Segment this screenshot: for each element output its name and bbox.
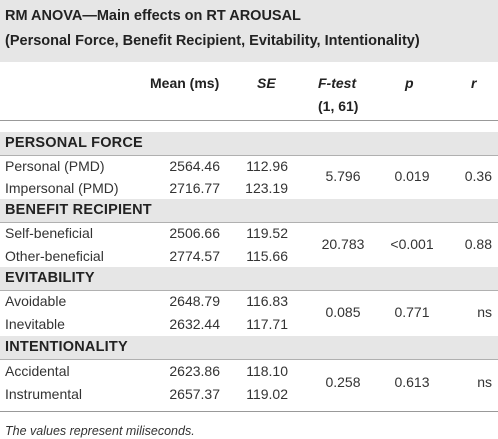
row-mean: 2648.79 xyxy=(169,293,220,309)
header-ftest: F-test xyxy=(318,75,357,91)
row-label: Personal (PMD) xyxy=(5,158,105,174)
section-title: EVITABILITY xyxy=(5,270,95,286)
row-label: Instrumental xyxy=(5,386,83,402)
cell-r: 0.88 xyxy=(464,236,492,252)
row-label: Self-beneficial xyxy=(5,225,93,241)
row-mean: 2632.44 xyxy=(169,316,220,332)
cell-f: 5.796 xyxy=(325,168,361,184)
row-se: 112.96 xyxy=(246,158,288,174)
row-divider xyxy=(0,222,498,223)
row-se: 119.52 xyxy=(246,225,288,241)
cell-f: 0.085 xyxy=(325,304,361,320)
header-mean: Mean (ms) xyxy=(150,75,220,91)
section-personal-force xyxy=(0,132,498,155)
row-divider xyxy=(0,155,498,156)
row-se: 123.19 xyxy=(245,180,288,196)
cell-f: 0.258 xyxy=(325,374,361,390)
cell-f: 20.783 xyxy=(321,236,365,252)
section-title: INTENTIONALITY xyxy=(5,339,128,355)
header-se: SE xyxy=(257,75,276,91)
row-label: Avoidable xyxy=(5,293,67,309)
cell-r: ns xyxy=(477,304,492,320)
header-r: r xyxy=(471,75,477,91)
row-mean: 2774.57 xyxy=(169,248,220,264)
cell-p: 0.771 xyxy=(394,304,430,320)
row-mean: 2657.37 xyxy=(169,386,220,402)
header-rule xyxy=(0,120,498,121)
cell-p: 0.613 xyxy=(394,374,430,390)
header-df: (1, 61) xyxy=(318,98,359,114)
cell-p: 0.019 xyxy=(394,168,430,184)
bottom-rule xyxy=(0,411,498,412)
row-se: 118.10 xyxy=(246,363,288,379)
row-divider xyxy=(0,290,498,291)
row-se: 117.71 xyxy=(246,316,288,332)
section-evitability xyxy=(0,267,498,290)
row-mean: 2716.77 xyxy=(169,180,220,196)
row-divider xyxy=(0,359,498,360)
row-mean: 2623.86 xyxy=(169,363,220,379)
section-intentionality xyxy=(0,336,498,359)
row-label: Other-beneficial xyxy=(5,248,104,264)
section-title: PERSONAL FORCE xyxy=(5,135,143,151)
section-title: BENEFIT RECIPIENT xyxy=(5,202,152,218)
row-se: 116.83 xyxy=(246,293,288,309)
row-label: Impersonal (PMD) xyxy=(5,180,119,196)
table-caption xyxy=(0,0,498,62)
cell-p: <0.001 xyxy=(390,236,434,252)
row-se: 115.66 xyxy=(246,248,288,264)
table-footnote: The values represent miliseconds. xyxy=(5,424,195,438)
row-se: 119.02 xyxy=(246,386,288,402)
header-p: p xyxy=(405,75,414,91)
cell-r: ns xyxy=(477,374,492,390)
row-label: Accidental xyxy=(5,363,70,379)
row-mean: 2506.66 xyxy=(169,225,220,241)
row-label: Inevitable xyxy=(5,316,65,332)
cell-r: 0.36 xyxy=(464,168,492,184)
row-mean: 2564.46 xyxy=(169,158,220,174)
caption-subtitle: (Personal Force, Benefit Recipient, Evitability, Intentionality) xyxy=(5,33,420,49)
caption-title: RM ANOVA—Main effects on RT AROUSAL xyxy=(5,8,301,24)
section-benefit-recipient xyxy=(0,199,498,222)
